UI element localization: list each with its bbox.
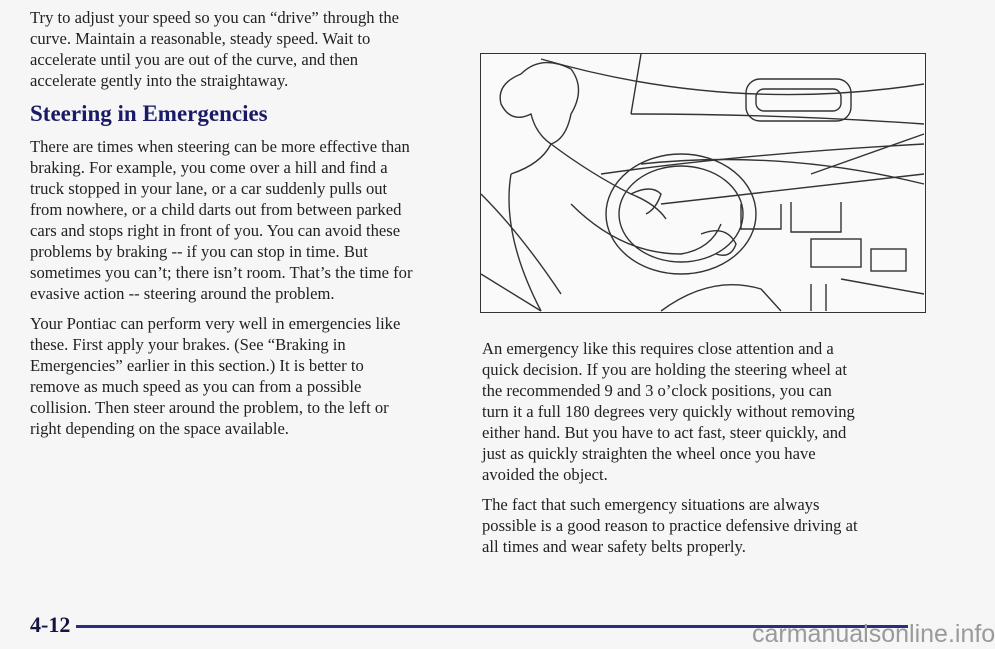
text-line: Your Pontiac can perform very well in emergencies like: [30, 314, 401, 333]
text-line: Try to adjust your speed so you can “drive” through the: [30, 8, 399, 27]
text-line: Emergencies” earlier in this section.) It is better to: [30, 356, 364, 375]
text-line: collision. Then steer around the problem, to the left or: [30, 398, 389, 417]
page-number: 4-12: [30, 612, 71, 637]
intro-paragraph: [30, 7, 460, 91]
text-line: The fact that such emergency situations are always: [482, 495, 820, 514]
text-line: these. First apply your brakes. (See “Braking in: [30, 335, 346, 354]
text-line: sometimes you can’t; there isn’t room. That’s the time for: [30, 263, 413, 282]
text-line: the recommended 9 and 3 o’clock positions, you can: [482, 381, 832, 400]
text-line: quick decision. If you are holding the steering wheel at: [482, 360, 847, 379]
driver-illustration: [480, 53, 926, 313]
text-line: turn it a full 180 degrees very quickly without removing: [482, 402, 855, 421]
text-line: possible is a good reason to practice defensive driving at: [482, 516, 858, 535]
text-line: all times and wear safety belts properly.: [482, 537, 746, 556]
text-line: from nowhere, or a child darts out from between parked: [30, 200, 402, 219]
text-line: There are times when steering can be more effective than: [30, 137, 410, 156]
text-line: accelerate until you are out of the curve, and then: [30, 50, 359, 69]
text-line: cars and stops right in front of you. You can avoid these: [30, 221, 401, 240]
paragraph: [30, 136, 460, 304]
text-line: evasive action -- steering around the problem.: [30, 284, 335, 303]
text-line: avoided the object.: [482, 465, 608, 484]
text-line: accelerate gently into the straightaway.: [30, 71, 289, 90]
text-line: truck stopped in your lane, or a car suddenly pulls out: [30, 179, 388, 198]
text-line: An emergency like this requires close attention and a: [482, 339, 834, 358]
text-line: right depending on the space available.: [30, 419, 289, 438]
paragraph: [30, 313, 460, 439]
right-column: [482, 338, 922, 566]
section-heading: Steering in Emergencies: [30, 101, 268, 126]
text-line: either hand. But you have to act fast, steer quickly, and: [482, 423, 847, 442]
paragraph: [482, 494, 922, 557]
text-line: braking. For example, you come over a hill and find a: [30, 158, 388, 177]
text-line: remove as much speed as you can from a possible: [30, 377, 362, 396]
text-line: curve. Maintain a reasonable, steady speed. Wait to: [30, 29, 371, 48]
watermark: carmanualsonline.info: [752, 620, 995, 648]
left-column: [30, 7, 460, 448]
text-line: problems by braking -- if you can stop in time. But: [30, 242, 368, 261]
text-line: just as quickly straighten the wheel once you have: [482, 444, 816, 463]
paragraph: [482, 338, 922, 485]
